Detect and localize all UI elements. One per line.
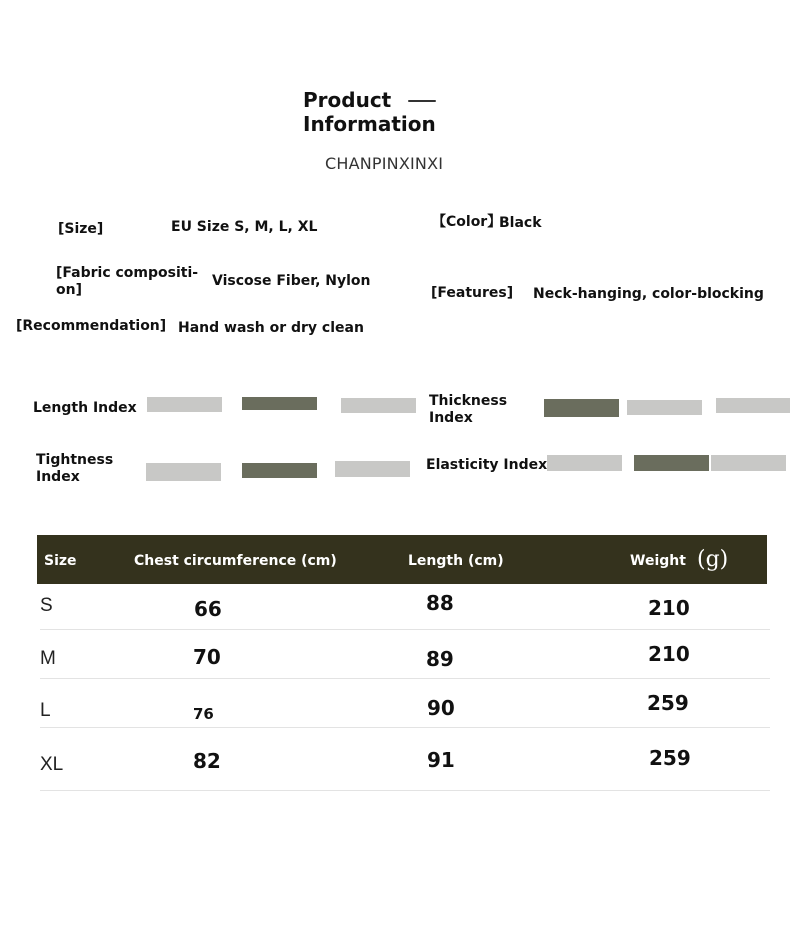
fabric-label-line-1: [Fabric compositi- (56, 265, 199, 281)
thickness-index-bar-1 (544, 399, 619, 417)
page-title (303, 88, 436, 136)
row-s-length: 88 (426, 591, 454, 615)
tightness-index-bar-1 (146, 463, 221, 481)
color-value: Black (499, 215, 542, 231)
row-l-chest: 76 (193, 705, 214, 723)
row-xl-length: 91 (427, 748, 455, 772)
length-index-bar-3 (341, 398, 416, 413)
size-value: EU Size S, M, L, XL (171, 219, 318, 235)
fabric-value: Viscose Fiber, Nylon (212, 273, 371, 289)
elasticity-index-bar-3 (711, 455, 786, 471)
length-index-bar-1 (147, 397, 222, 412)
features-value: Neck-hanging, color-blocking (533, 286, 764, 302)
title-decoration (408, 100, 436, 102)
size-label: [Size] (58, 221, 104, 237)
tightness-index-label (36, 452, 113, 486)
row-xl-size: XL (40, 754, 64, 775)
tightness-label-line-2: Index (36, 469, 80, 485)
header-size: Size (44, 553, 77, 569)
elasticity-index-bar-2 (634, 455, 709, 471)
recommendation-value: Hand wash or dry clean (178, 320, 364, 336)
row-m-weight: 210 (648, 642, 690, 666)
row-s-weight: 210 (648, 596, 690, 620)
fabric-label (56, 265, 198, 299)
header-length: Length (cm) (408, 553, 504, 569)
recommendation-label: [Recommendation] (16, 318, 167, 334)
row-separator (40, 629, 770, 630)
row-m-chest: 70 (193, 645, 221, 669)
elasticity-index-bar-1 (547, 455, 622, 471)
row-s-size: S (40, 595, 53, 616)
row-xl-chest: 82 (193, 749, 221, 773)
row-separator (40, 727, 770, 728)
elasticity-index-label: Elasticity Index (426, 457, 548, 473)
length-index-label: Length Index (33, 400, 137, 416)
header-weight-unit: (g) (697, 547, 729, 572)
title-line-1: Product (303, 88, 392, 112)
color-label: 【Color】 (432, 214, 502, 230)
thickness-label-line-2: Index (429, 410, 473, 426)
header-weight: Weight (630, 553, 686, 569)
row-s-chest: 66 (194, 597, 222, 621)
thickness-index-bar-3 (716, 398, 790, 413)
fabric-label-line-2: on] (56, 282, 82, 298)
row-l-length: 90 (427, 696, 455, 720)
page-subtitle: CHANPINXINXI (325, 154, 444, 173)
tightness-label-line-1: Tightness (36, 452, 114, 468)
row-separator (40, 678, 770, 679)
header-chest: Chest circumference (cm) (134, 553, 337, 569)
row-m-length: 89 (426, 647, 454, 671)
features-label: [Features] (431, 285, 514, 301)
row-l-size: L (40, 700, 51, 721)
row-xl-weight: 259 (649, 746, 691, 770)
row-l-weight: 259 (647, 691, 689, 715)
row-separator (40, 790, 770, 791)
length-index-bar-2 (242, 397, 317, 410)
title-line-2: Information (303, 112, 436, 136)
thickness-index-label (429, 393, 507, 427)
row-m-size: M (40, 648, 56, 669)
thickness-index-bar-2 (627, 400, 702, 415)
tightness-index-bar-2 (242, 463, 317, 478)
thickness-label-line-1: Thickness (429, 393, 508, 409)
tightness-index-bar-3 (335, 461, 410, 477)
